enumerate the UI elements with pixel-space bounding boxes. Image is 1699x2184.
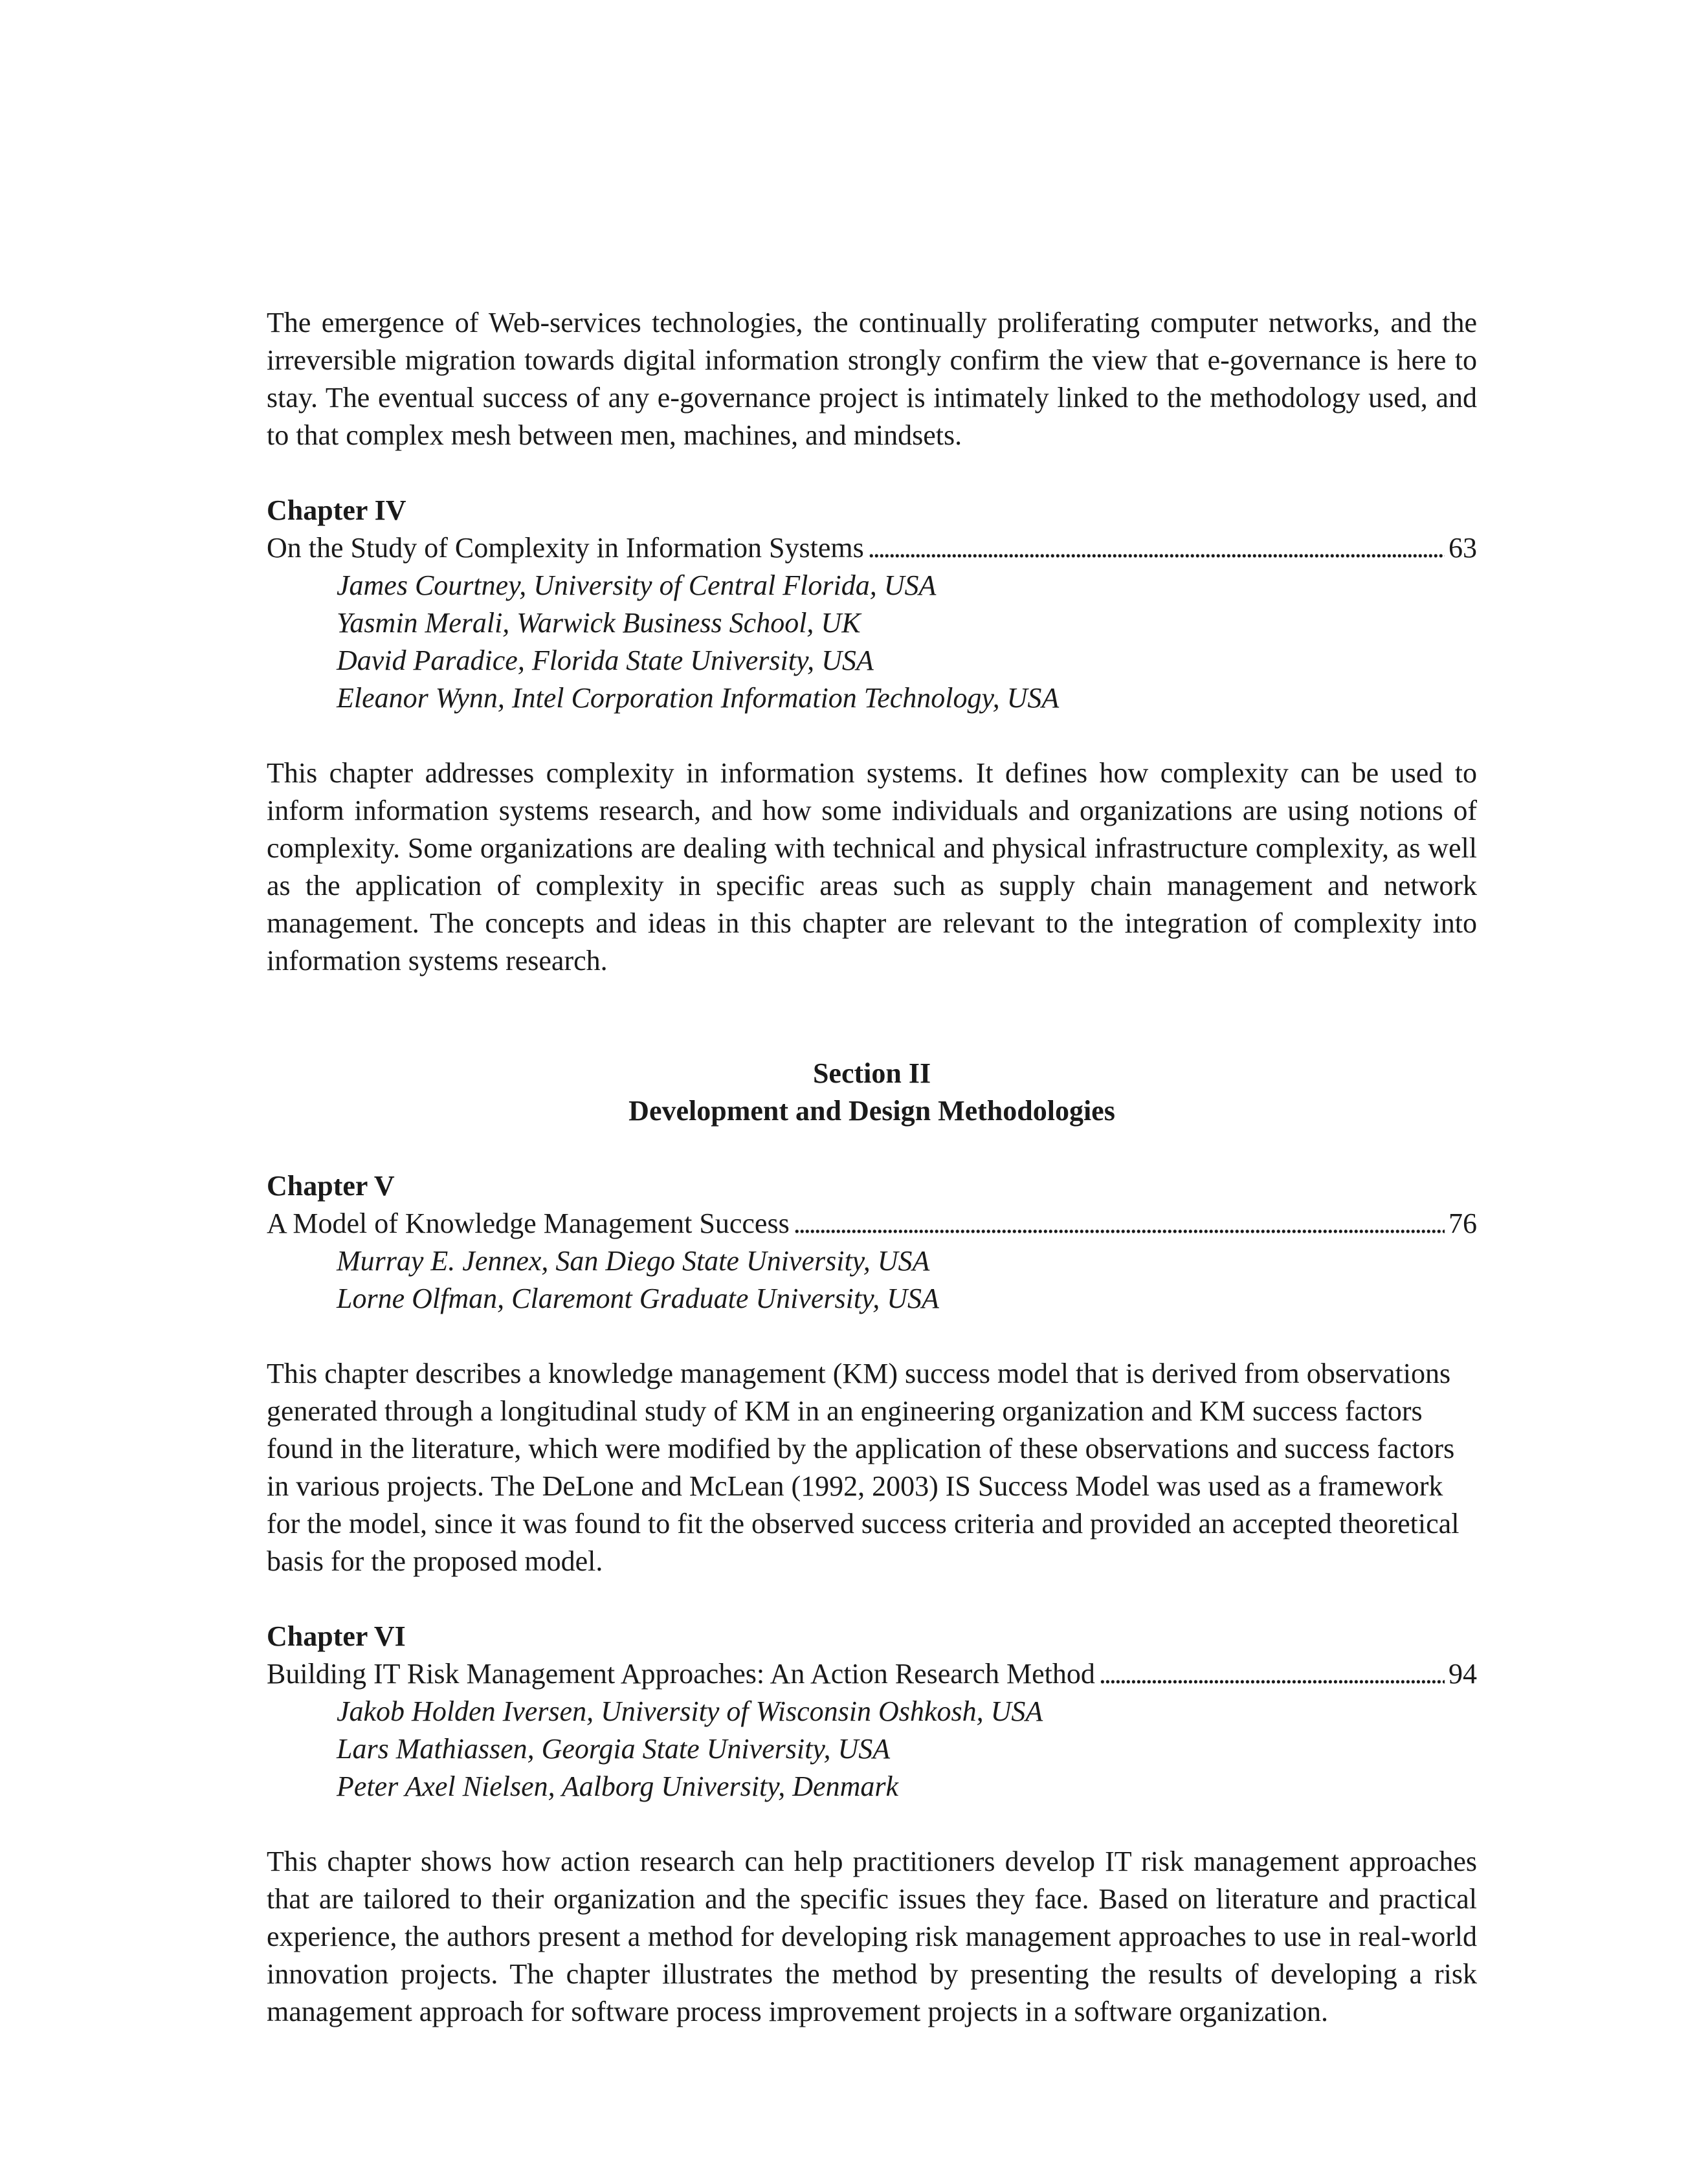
author: Murray E. Jennex, San Diego State University, USA xyxy=(337,1245,930,1277)
chapter-label: Chapter VI xyxy=(267,1620,406,1652)
author: Peter Axel Nielsen, Aalborg University, Denmark xyxy=(337,1770,899,1802)
chapter-entry-4 xyxy=(267,492,1477,980)
section-label: Section II xyxy=(812,1057,931,1089)
chapter-label: Chapter IV xyxy=(267,494,406,526)
chapter-title: Building IT Risk Management Approaches: An Action Research Method xyxy=(267,1658,1095,1690)
section-title: Development and Design Methodologies xyxy=(628,1095,1115,1127)
chapter-title: On the Study of Complexity in Information Systems xyxy=(267,532,864,564)
toc-page xyxy=(267,304,1477,2031)
intro-paragraph: The emergence of Web-services technologies, the continually proliferating computer networks, and the irreversible migration towards digital information strongly confirm the view that e-governance is here to stay. The eventual success of any e-governance project is intimately linked to the methodology used, and to that complex mesh between men, machines, and mindsets. xyxy=(267,307,1477,451)
toc-line[interactable] xyxy=(267,1655,1477,1693)
chapter-entry-6 xyxy=(267,1618,1477,2031)
author: Yasmin Merali, Warwick Business School, UK xyxy=(337,607,861,639)
page-number: 76 xyxy=(1449,1208,1477,1239)
author: Eleanor Wynn, Intel Corporation Information Technology, USA xyxy=(337,682,1060,714)
leader-dots xyxy=(868,529,1445,567)
leader-dots xyxy=(1099,1655,1445,1693)
toc-line[interactable] xyxy=(267,529,1477,567)
chapter-title: A Model of Knowledge Management Success xyxy=(267,1208,790,1239)
toc-line[interactable] xyxy=(267,1205,1477,1242)
chapter-abstract: This chapter shows how action research can help practitioners develop IT risk management approaches that are tailored to their organization and the specific issues they face. Based on literature and practical experience, the authors present a method for developing risk management approaches to use in real-world innovation projects. The chapter illustrates the method by presenting the results of developing a risk management approach for software process improvement projects in a software organization. xyxy=(267,1846,1477,2027)
page-number: 94 xyxy=(1449,1658,1477,1690)
chapter-entry-5 xyxy=(267,1167,1477,1580)
author-list xyxy=(267,567,1477,717)
author-list xyxy=(267,1693,1477,1805)
chapter-abstract: This chapter addresses complexity in information systems. It defines how complexity can be used to inform information systems research, and how some individuals and organizations are using notions of complexity. Some organizations are dealing with technical and physical infrastructure complexity, as well as the application of complexity in specific areas such as supply chain management and network management. The concepts and ideas in this chapter are relevant to the integration of complexity into information systems research. xyxy=(267,757,1477,976)
page-number: 63 xyxy=(1449,532,1477,564)
chapter-abstract: This chapter describes a knowledge management (KM) success model that is derived from observations generated through a longitudinal study of KM in an engineering organization and KM success factors found in the literature, which were modified by the application of these observations and success factors in various projects. The DeLone and McLean (1992, 2003) IS Success Model was used as a framework for the model, since it was found to fit the observed success criteria and provided an accepted theoretical basis for the proposed model. xyxy=(267,1358,1460,1577)
section-heading-block xyxy=(267,1055,1477,1130)
author-list xyxy=(267,1242,1477,1318)
author: James Courtney, University of Central Florida, USA xyxy=(337,569,937,601)
author: Jakob Holden Iversen, University of Wisconsin Oshkosh, USA xyxy=(337,1695,1043,1727)
author: Lars Mathiassen, Georgia State University, USA xyxy=(337,1733,891,1765)
author: Lorne Olfman, Claremont Graduate University, USA xyxy=(337,1283,939,1314)
author: David Paradice, Florida State University, USA xyxy=(337,645,874,676)
leader-dots xyxy=(794,1205,1445,1242)
chapter-label: Chapter V xyxy=(267,1170,395,1202)
